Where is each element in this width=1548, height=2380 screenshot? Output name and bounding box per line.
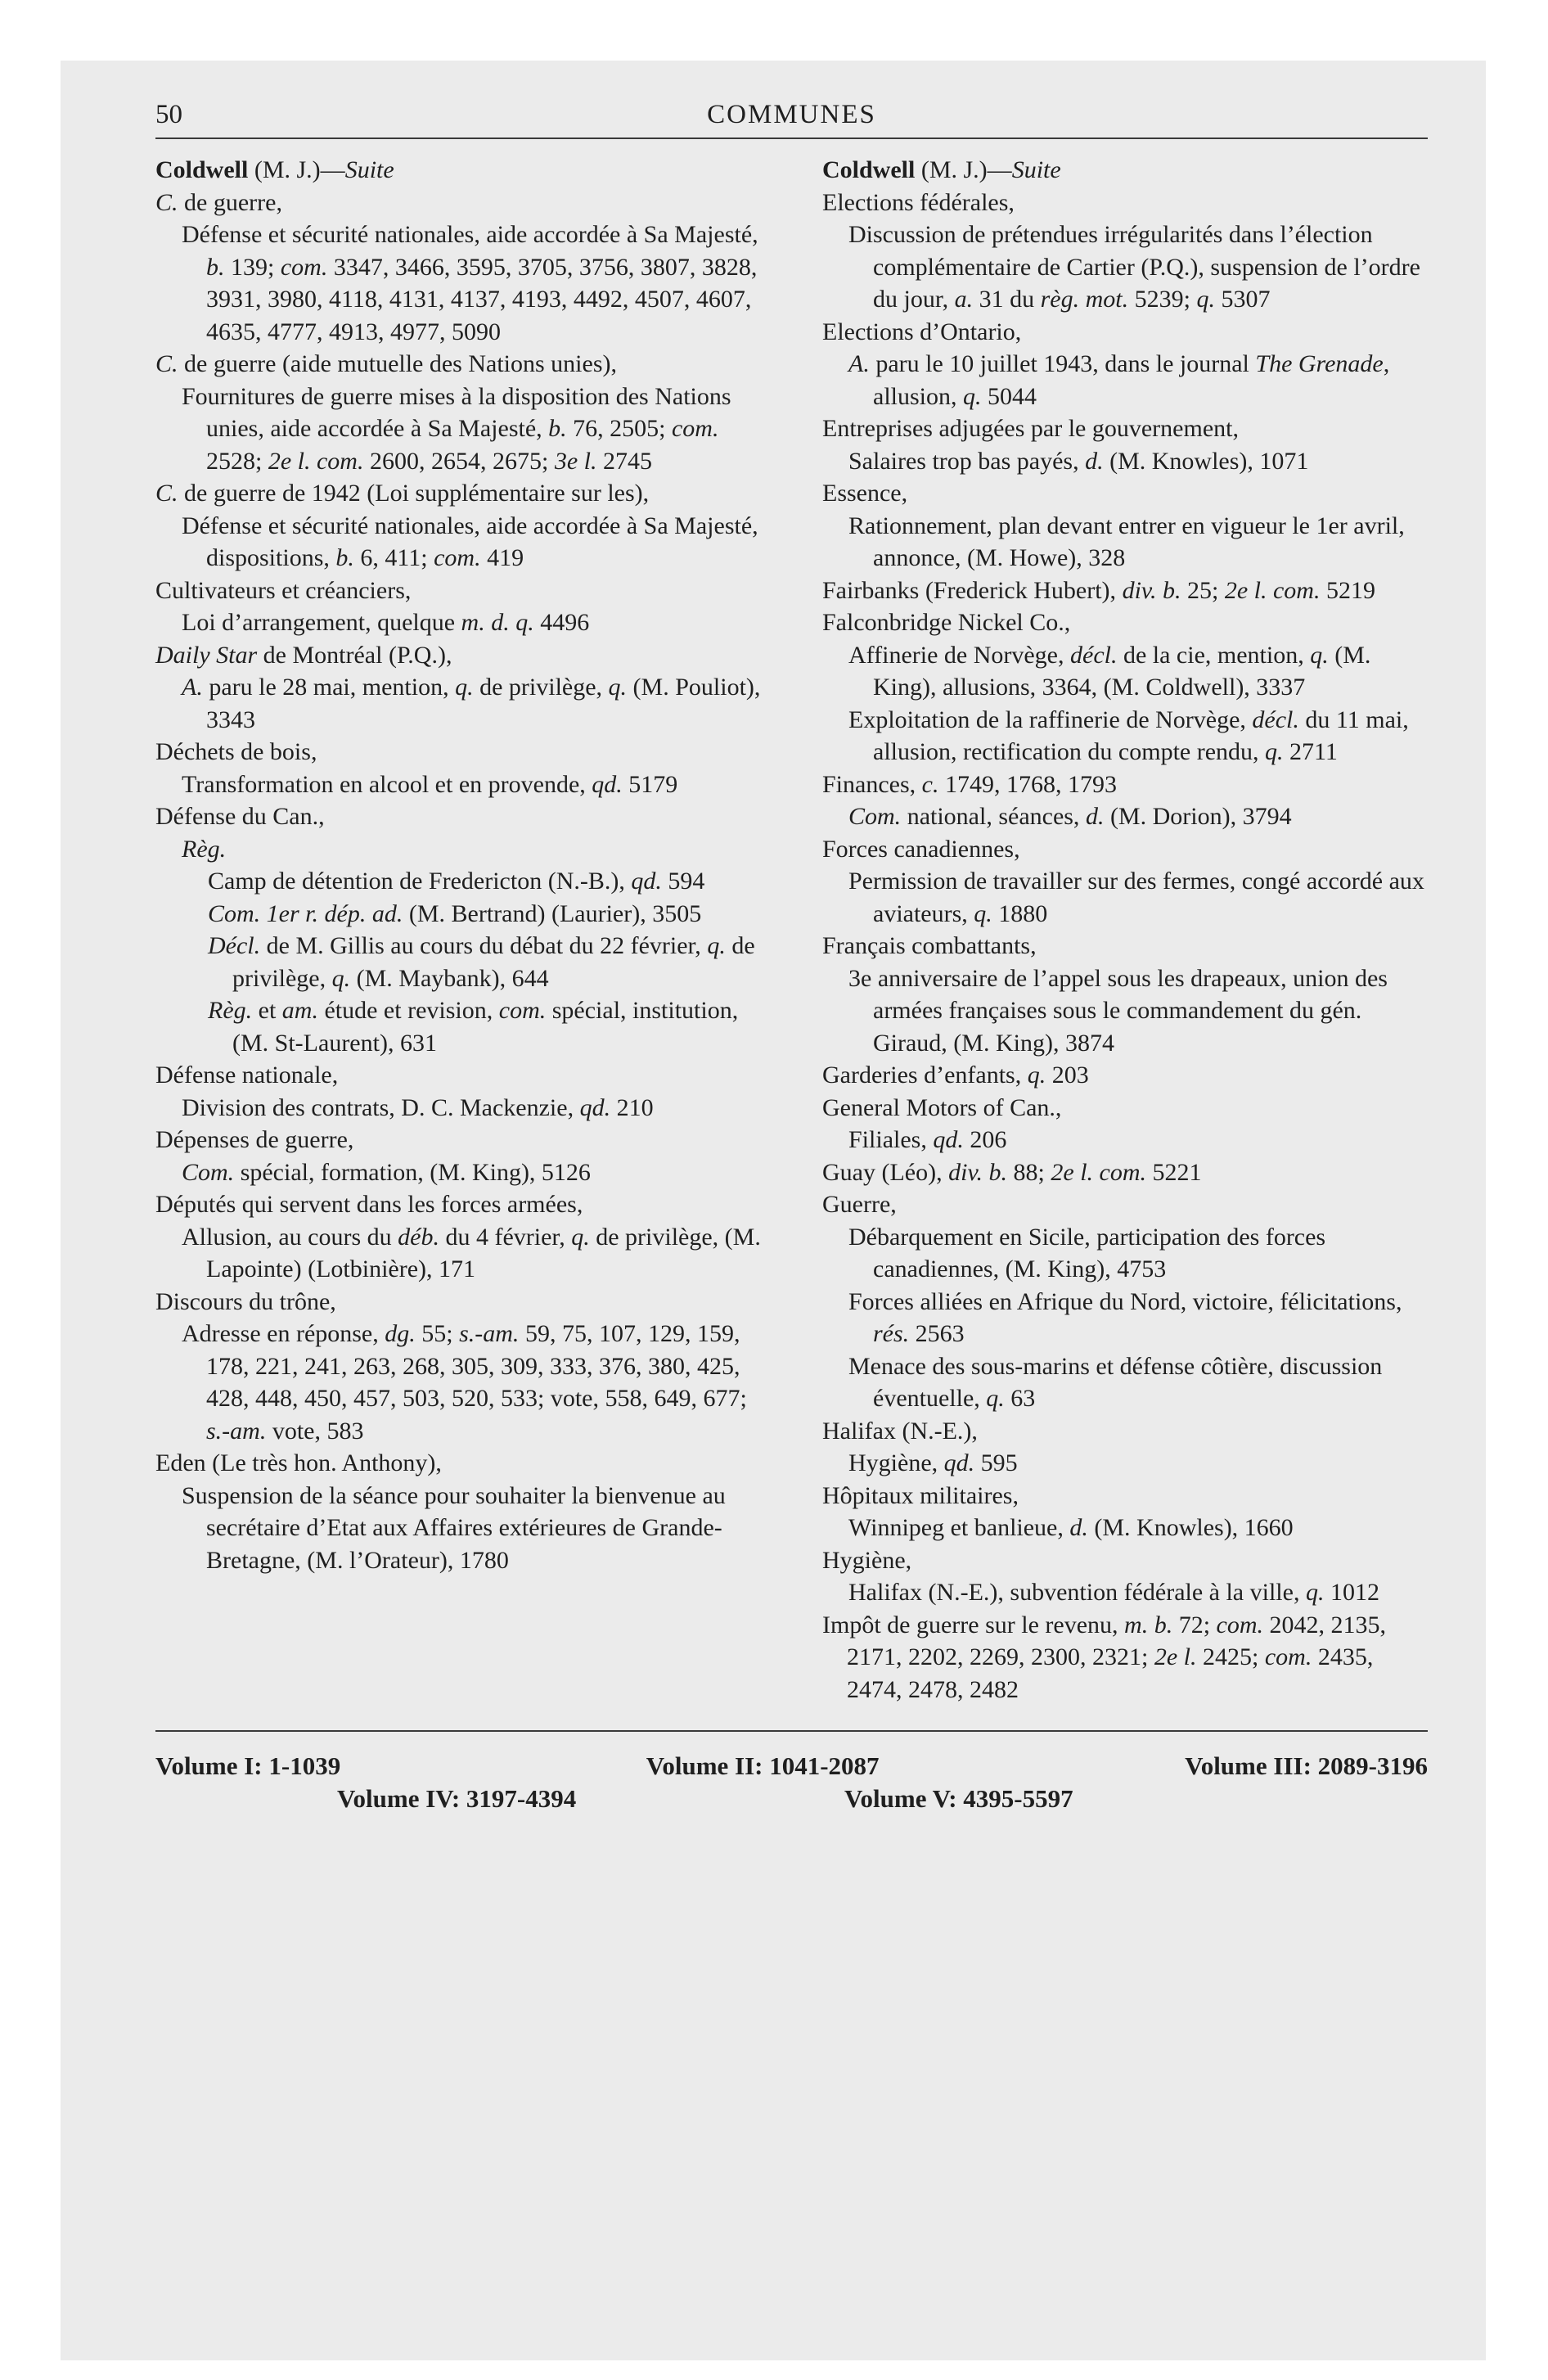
page-number: 50 bbox=[155, 100, 182, 129]
index-subentry: 3e anniversaire de l’appel sous les drapeaux, union des armées françaises sous le commandement du gén. Giraud, (M. King), 3874 bbox=[848, 964, 1388, 1057]
index-subentry: Com. spécial, formation, (M. King), 5126 bbox=[182, 1158, 591, 1186]
index-entry: Hôpitaux militaires, bbox=[822, 1481, 1019, 1509]
volume-2-range: Volume II: 1041-2087 bbox=[646, 1751, 880, 1780]
volume-1-range: Volume I: 1-1039 bbox=[155, 1751, 341, 1780]
index-entry: Falconbridge Nickel Co., bbox=[822, 609, 1071, 636]
index-subentry: Défense et sécurité nationales, aide accordée à Sa Majesté, dispositions, b. 6, 411; com. 419 bbox=[182, 512, 758, 571]
index-subentry: Forces alliées en Afrique du Nord, victoire, félicitations, rés. 2563 bbox=[848, 1287, 1402, 1347]
index-subentry: Affinerie de Norvège, décl. de la cie, mention, q. (M. King), allusions, 3364, (M. Coldwell), 3337 bbox=[848, 641, 1371, 701]
index-subentry: Com. 1er r. dép. ad. (M. Bertrand) (Laurier), 3505 bbox=[208, 899, 702, 927]
index-subentry: Règ. bbox=[182, 835, 227, 863]
index-entry: Daily Star de Montréal (P.Q.), bbox=[155, 641, 452, 669]
index-entry: General Motors of Can., bbox=[822, 1093, 1062, 1121]
index-subentry: Winnipeg et banlieue, d. (M. Knowles), 1660 bbox=[848, 1514, 1294, 1541]
index-subentry: Discussion de prétendues irrégularités dans l’élection complémentaire de Cartier (P.Q.), suspension de l’ordre du jour, a. 31 du règ. mot. 5239; q. 5307 bbox=[848, 221, 1420, 313]
index-subentry: Camp de détention de Fredericton (N.-B.), qd. 594 bbox=[208, 868, 705, 895]
index-subentry: Exploitation de la raffinerie de Norvège, décl. du 11 mai, allusion, rectification du compte rendu, q. 2711 bbox=[848, 705, 1409, 765]
index-subentry: A. paru le 10 juillet 1943, dans le journal The Grenade, allusion, q. 5044 bbox=[848, 350, 1390, 410]
index-entry: Elections d’Ontario, bbox=[822, 318, 1022, 345]
index-subentry: Transformation en alcool et en provende, qd. 5179 bbox=[182, 770, 678, 798]
index-subentry: Défense et sécurité nationales, aide accordée à Sa Majesté, b. 139; com. 3347, 3466, 3595, 3705, 3756, 3807, 3828, 3931, 3980, 4118, 4131, 4137, 4193, 4492, 4507, 4607, 4635, 4777, 4913, 4977, 5090 bbox=[182, 221, 758, 345]
left-column bbox=[155, 154, 761, 1706]
index-entry: C. de guerre (aide mutuelle des Nations unies), bbox=[155, 350, 617, 377]
index-entry: Essence, bbox=[822, 480, 908, 507]
index-subentry: Hygiène, qd. 595 bbox=[848, 1449, 1018, 1476]
index-entry: Forces canadiennes, bbox=[822, 835, 1020, 863]
index-subentry: Décl. de M. Gillis au cours du débat du 22 février, q. de privilège, q. (M. Maybank), 644 bbox=[208, 932, 755, 992]
header-rule bbox=[155, 137, 1428, 139]
index-page bbox=[155, 85, 1428, 1815]
index-subentry: Halifax (N.-E.), subvention fédérale à la ville, q. 1012 bbox=[848, 1579, 1379, 1606]
index-entry: Fairbanks (Frederick Hubert), div. b. 25; 2e l. com. 5219 bbox=[822, 576, 1375, 604]
volume-3-range: Volume III: 2089-3196 bbox=[1185, 1751, 1428, 1780]
index-subentry: Permission de travailler sur des fermes, congé accordé aux aviateurs, q. 1880 bbox=[848, 868, 1424, 927]
index-entry: Députés qui servent dans les forces armées, bbox=[155, 1191, 583, 1218]
index-entry: Impôt de guerre sur le revenu, m. b. 72; com. 2042, 2135, 2171, 2202, 2269, 2300, 2321; 2e l. 2425; com. 2435, 2474, 2478, 2482 bbox=[822, 1611, 1387, 1703]
index-entry: Eden (Le très hon. Anthony), bbox=[155, 1449, 442, 1476]
index-subentry: A. paru le 28 mai, mention, q. de privilège, q. (M. Pouliot), 3343 bbox=[182, 674, 761, 733]
index-entry: Elections fédérales, bbox=[822, 188, 1015, 216]
index-entry: Déchets de bois, bbox=[155, 738, 317, 765]
volume-5-range: Volume V: 4395-5597 bbox=[844, 1784, 1073, 1813]
index-entry: Finances, c. 1749, 1768, 1793 bbox=[822, 770, 1117, 798]
volume-footer bbox=[155, 1750, 1428, 1815]
index-subentry: Rationnement, plan devant entrer en vigueur le 1er avril, annonce, (M. Howe), 328 bbox=[848, 512, 1405, 571]
index-subentry: Suspension de la séance pour souhaiter la bienvenue au secrétaire d’Etat aux Affaires extérieures de Grande-Bretagne, (M. l’Orateur), 1780 bbox=[182, 1481, 726, 1574]
index-subentry: Filiales, qd. 206 bbox=[848, 1126, 1007, 1153]
index-subentry: Règ. et am. étude et revision, com. spécial, institution, (M. St-Laurent), 631 bbox=[208, 997, 739, 1057]
index-entry: Dépenses de guerre, bbox=[155, 1126, 354, 1153]
index-entry: Défense nationale, bbox=[155, 1062, 339, 1089]
index-entry: Défense du Can., bbox=[155, 803, 325, 830]
index-heading: Coldwell (M. J.)—Suite bbox=[822, 156, 1061, 183]
index-entry: Halifax (N.-E.), bbox=[822, 1417, 978, 1445]
index-entry: Guay (Léo), div. b. 88; 2e l. com. 5221 bbox=[822, 1158, 1202, 1186]
volume-4-range: Volume IV: 3197-4394 bbox=[337, 1784, 577, 1813]
index-subentry: Fournitures de guerre mises à la disposition des Nations unies, aide accordée à Sa Majesté, b. 76, 2505; com. 2528; 2e l. com. 2600, 2654, 2675; 3e l. 2745 bbox=[182, 382, 731, 475]
index-entry: Guerre, bbox=[822, 1191, 897, 1218]
index-subentry: Allusion, au cours du déb. du 4 février, q. de privilège, (M. Lapointe) (Lotbinière), 171 bbox=[182, 1223, 761, 1282]
index-subentry: Salaires trop bas payés, d. (M. Knowles), 1071 bbox=[848, 447, 1309, 475]
index-subentry: Adresse en réponse, dg. 55; s.-am. 59, 75, 107, 129, 159, 178, 221, 241, 263, 268, 305, 309, 333, 376, 380, 425, 428, 448, 450, 457, 503, 520, 533; vote, 558, 649, 677; s.-am. vote, 583 bbox=[182, 1320, 747, 1445]
index-entry: Discours du trône, bbox=[155, 1287, 336, 1315]
page-title: COMMUNES bbox=[707, 100, 876, 129]
index-subentry: Division des contrats, D. C. Mackenzie, qd. 210 bbox=[182, 1093, 654, 1121]
index-subentry: Menace des sous-marins et défense côtière, discussion éventuelle, q. 63 bbox=[848, 1352, 1383, 1412]
index-entry: C. de guerre, bbox=[155, 188, 282, 216]
right-column bbox=[822, 154, 1428, 1706]
index-entry: Garderies d’enfants, q. 203 bbox=[822, 1062, 1089, 1089]
footer-rule bbox=[155, 1730, 1428, 1732]
index-entry: Français combattants, bbox=[822, 932, 1037, 959]
index-entry: Entreprises adjugées par le gouvernement, bbox=[822, 415, 1239, 442]
index-subentry: Loi d’arrangement, quelque m. d. q. 4496 bbox=[182, 609, 590, 636]
index-subentry: Débarquement en Sicile, participation des forces canadiennes, (M. King), 4753 bbox=[848, 1223, 1326, 1282]
index-heading: Coldwell (M. J.)—Suite bbox=[155, 156, 394, 183]
index-subentry: Com. national, séances, d. (M. Dorion), 3794 bbox=[848, 803, 1292, 830]
index-entry: Hygiène, bbox=[822, 1546, 912, 1574]
index-columns bbox=[155, 154, 1428, 1706]
page-header bbox=[155, 85, 1428, 137]
index-entry: Cultivateurs et créanciers, bbox=[155, 576, 412, 604]
index-entry: C. de guerre de 1942 (Loi supplémentaire sur les), bbox=[155, 480, 650, 507]
